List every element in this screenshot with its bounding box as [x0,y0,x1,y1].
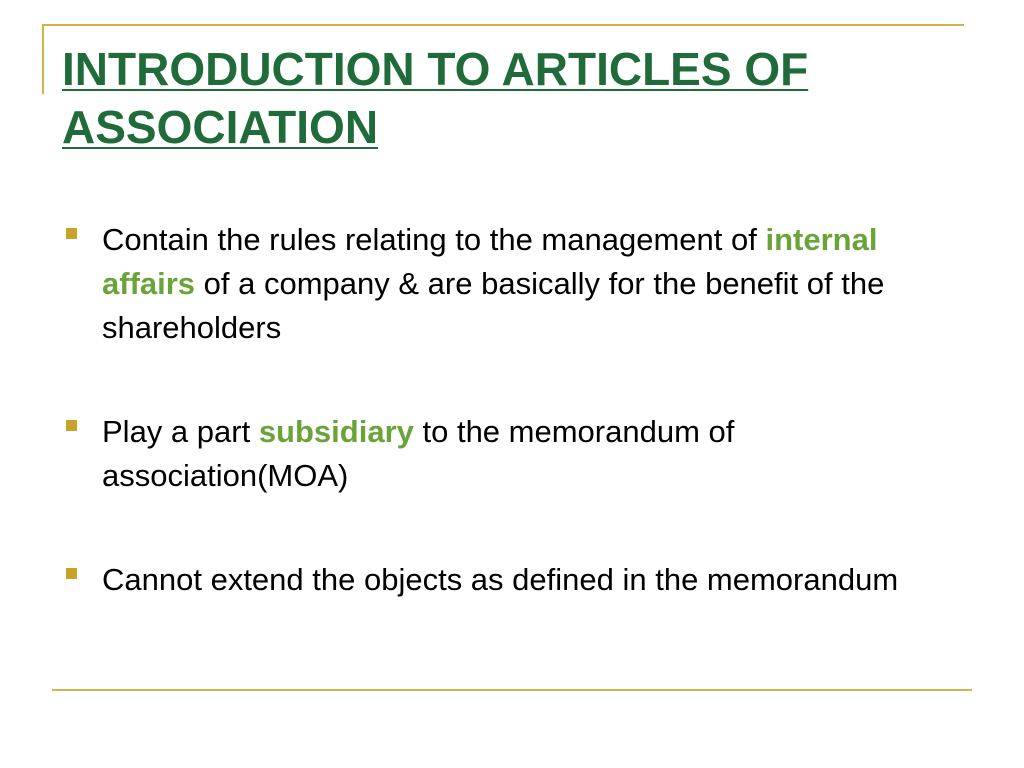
bullet-highlight: subsidiary [258,414,414,449]
square-bullet-icon [66,568,77,579]
bullet-highlight: internal affairs [102,222,878,301]
bullet-list [62,218,962,602]
square-bullet-icon [66,420,77,431]
top-accent-rule [42,24,964,26]
square-bullet-icon [66,228,77,239]
left-accent-rule [42,24,44,94]
bullet-item [62,410,962,498]
bullet-text-continued: to the memorandum of association(MOA) [102,414,735,493]
bullet-text: Play a part [102,414,259,449]
bullet-text-continued: of a company & are basically for the benefit of the shareholders [102,266,885,345]
bullet-text: Cannot extend the objects as defined in the memorandum [102,562,899,597]
bullet-item [62,558,962,602]
bottom-accent-rule [52,689,972,691]
bullet-item [62,218,962,350]
slide-title: INTRODUCTION TO ARTICLES OF ASSOCIATION [62,43,809,153]
bullet-text: Contain the rules relating to the management of [102,222,766,257]
